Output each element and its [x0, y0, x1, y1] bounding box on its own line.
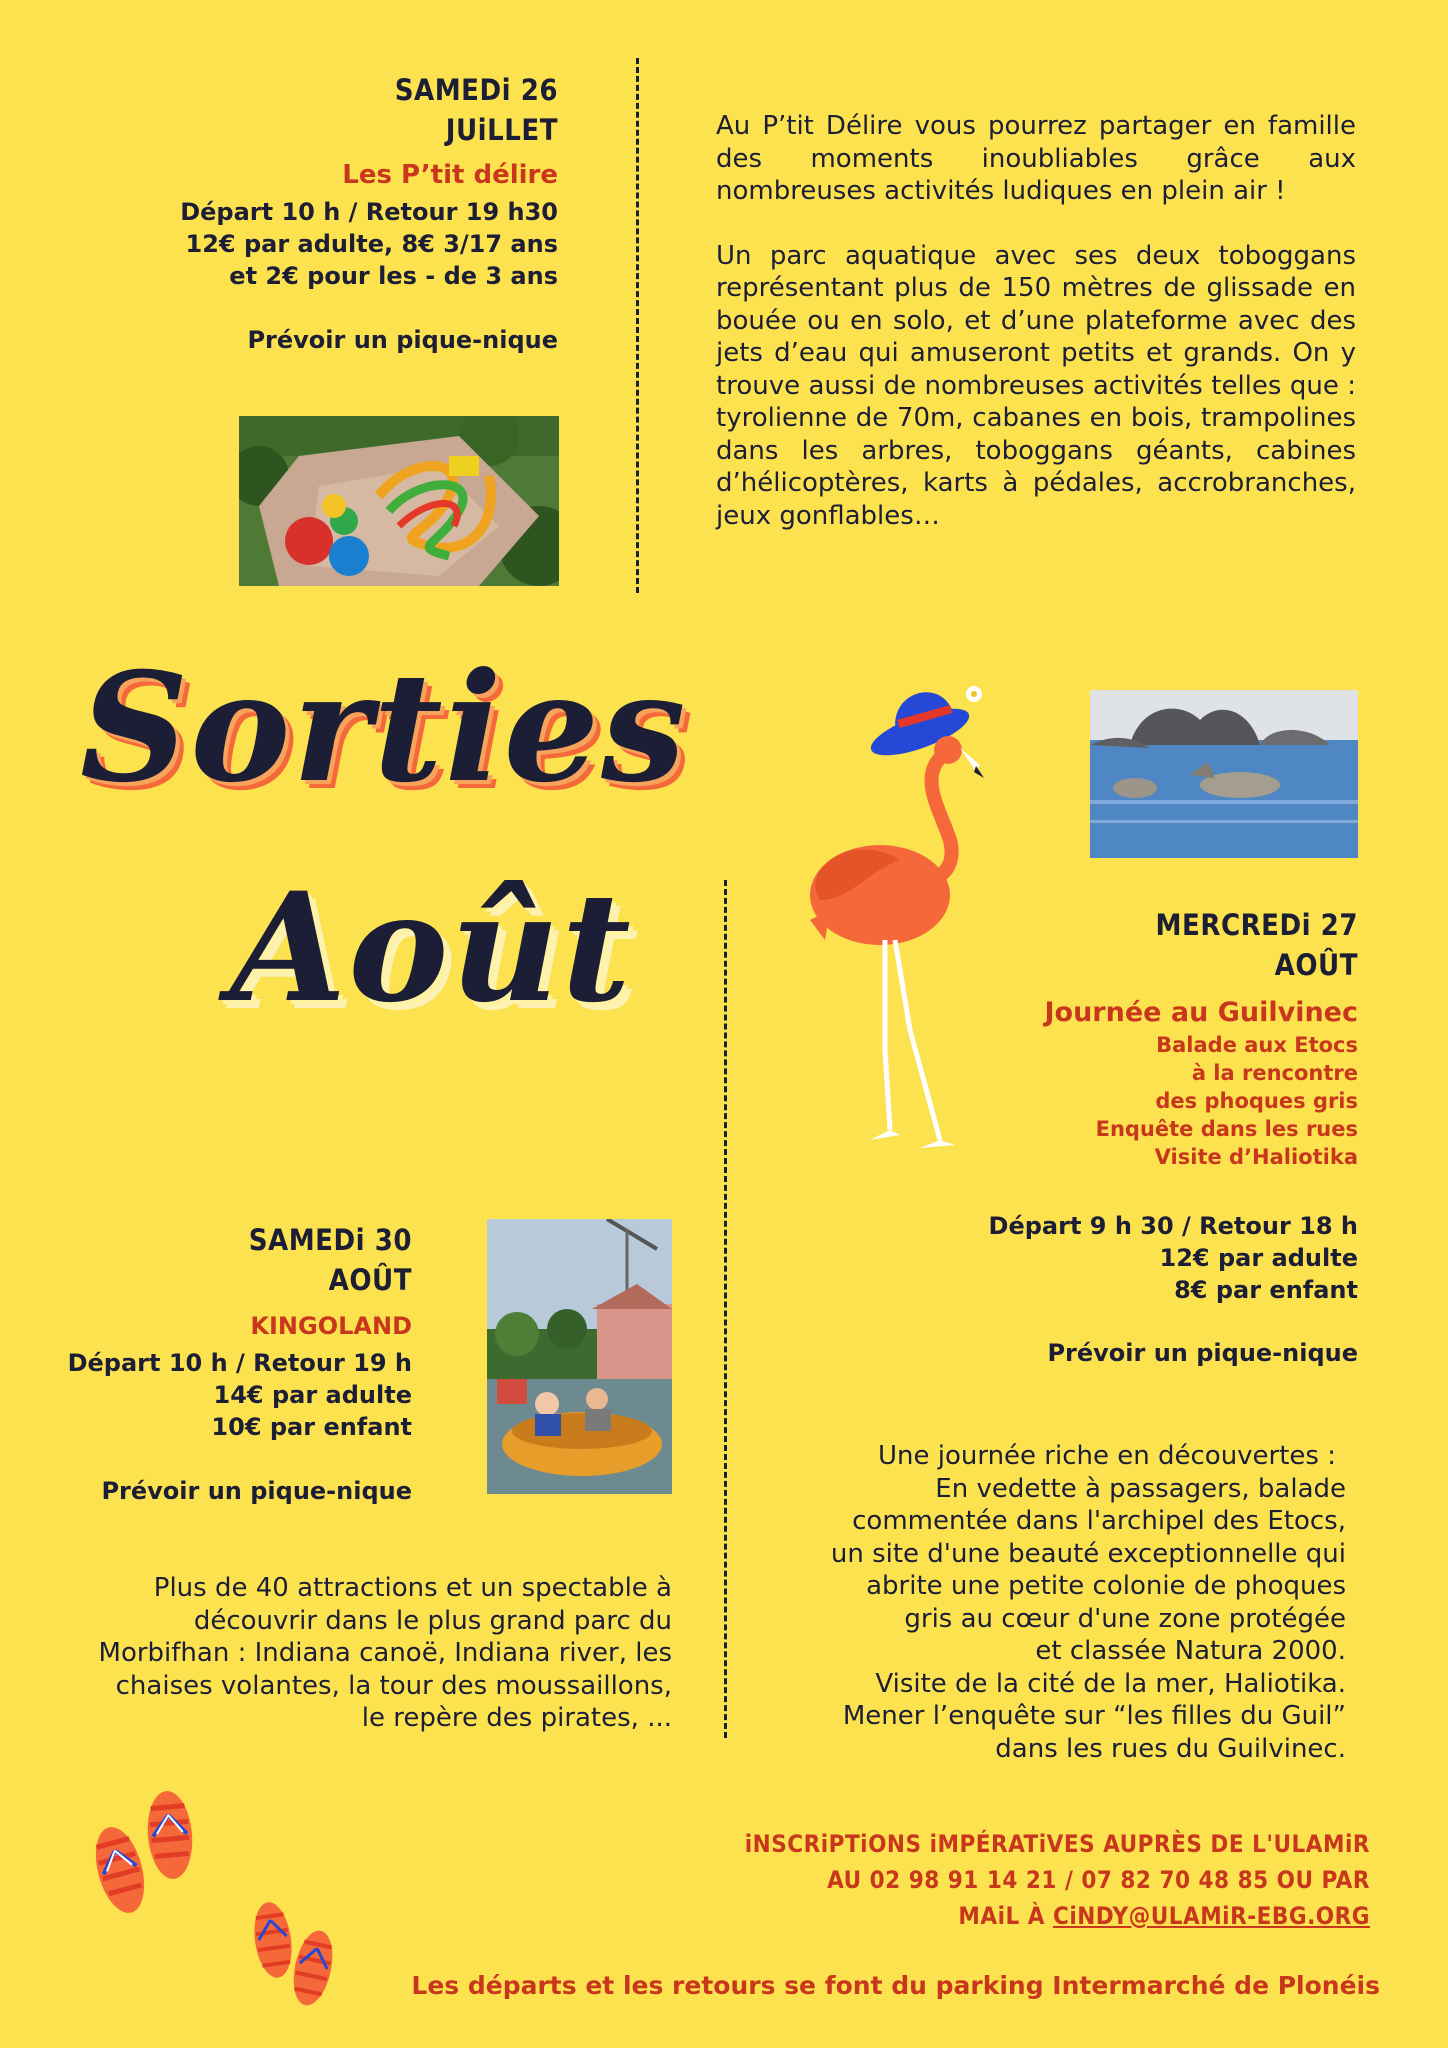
event1-description-p1: Au P’tit Délire vous pourrez partager en famille des moments inoubliables grâce aux nombreuses activités ludiques en plein air ! — [716, 111, 1356, 206]
event1-departure: Départ 10 h / Retour 19 h30 — [180, 198, 558, 226]
event2-program-item: à la rencontre — [1191, 1061, 1358, 1085]
event2-description-line: gris au cœur d'une zone protégée — [904, 1603, 1346, 1634]
divider-top — [636, 58, 639, 593]
event2-picnic: Prévoir un pique-nique — [1047, 1339, 1358, 1367]
event2-name: Journée au Guilvinec — [1044, 997, 1358, 1028]
title-line2: Août — [230, 860, 633, 1036]
event3-description-line: chaises volantes, la tour des moussaillons, — [115, 1670, 672, 1701]
event2-date — [1090, 905, 1358, 985]
event1-description-p2: Un parc aquatique avec ses deux toboggans représentant plus de 150 mètres de glissade en bouée ou en solo, et d’une plateforme avec des jets d’eau qui amuseront petits et grands. On y trouve aussi de nombreuses activités telles que : tyrolienne de 70m, cabanes en bois, trampolines dans les arbres, toboggans géants, cabines d’hélicoptères, karts à pédales, accrobranches, jeux gonflables… — [716, 240, 1356, 531]
event2-program-item: Visite d’Haliotika — [1154, 1145, 1358, 1169]
event1-name: Les P’tit délire — [342, 160, 558, 190]
event2-program-item: Enquête dans les rues — [1095, 1117, 1358, 1141]
footer-note: Les départs et les retours se font du parking Intermarché de Plonéis — [411, 1971, 1380, 2000]
event1-price-line2: et 2€ pour les - de 3 ans — [229, 262, 558, 290]
flip-flops-small-icon — [245, 1890, 345, 2015]
registration-info — [700, 1826, 1370, 1934]
event2-description-line: Visite de la cité de la mer, Haliotika. — [875, 1668, 1346, 1699]
event3-picnic: Prévoir un pique-nique — [101, 1477, 412, 1505]
aquapark-illustration — [239, 416, 559, 586]
event3-date — [200, 1220, 412, 1300]
event3-name: KINGOLAND — [250, 1312, 412, 1340]
seals-photo — [1090, 690, 1358, 858]
event2-date-day: MERCREDi 27 — [1155, 908, 1358, 942]
event2-description-line: et classée Natura 2000. — [1035, 1636, 1346, 1666]
event1-details — [150, 196, 558, 292]
event3-price-child: 10€ par enfant — [211, 1413, 412, 1441]
event3-description-line: le repère des pirates, ... — [361, 1703, 672, 1733]
event2-description-line: abrite une petite colonie de phoques — [866, 1571, 1346, 1601]
event1-picnic: Prévoir un pique-nique — [247, 326, 558, 354]
kingoland-photo — [487, 1219, 672, 1494]
event2-program — [958, 1031, 1358, 1171]
event3-description-line: Plus de 40 attractions et un spectable à — [153, 1573, 672, 1603]
event2-description-line: En vedette à passagers, balade — [935, 1473, 1346, 1504]
event3-description — [40, 1572, 672, 1735]
seals-illustration — [1090, 690, 1358, 858]
event2-program-item: Balade aux Etocs — [1156, 1033, 1358, 1057]
registration-mail-label: MAiL À — [958, 1902, 1053, 1930]
event2-price-adult: 12€ par adulte — [1159, 1244, 1358, 1272]
event3-date-month: AOÛT — [328, 1263, 412, 1297]
event1-date-month: JUiLLET — [445, 113, 558, 147]
event2-description — [780, 1440, 1346, 1765]
aquapark-photo — [239, 416, 559, 586]
event3-date-day: SAMEDi 30 — [248, 1223, 412, 1257]
event3-description-line: découvrir dans le plus grand parc du — [193, 1605, 672, 1636]
registration-line2: AU 02 98 91 14 21 / 07 82 70 48 85 OU PAR — [827, 1866, 1370, 1894]
event2-program-item: des phoques gris — [1155, 1089, 1358, 1113]
event2-price-child: 8€ par enfant — [1174, 1276, 1358, 1304]
event2-description-line: un site d'une beauté exceptionnelle qui — [830, 1538, 1346, 1569]
divider-middle — [724, 880, 727, 1738]
event3-departure: Départ 10 h / Retour 19 h — [67, 1349, 412, 1377]
event2-description-line: commentée dans l'archipel des Etocs, — [852, 1506, 1346, 1536]
event2-description-line: Mener l’enquête sur “les filles du Guil” — [842, 1701, 1346, 1731]
event3-details — [40, 1347, 412, 1443]
event3-price-adult: 14€ par adulte — [213, 1381, 412, 1409]
event2-departure: Départ 9 h 30 / Retour 18 h — [988, 1212, 1358, 1240]
title-line1: Sorties — [80, 640, 688, 816]
registration-line1: iNSCRiPTiONS iMPÉRATiVES AUPRÈS DE L'ULAMiR — [744, 1830, 1370, 1858]
event2-date-month: AOÛT — [1274, 948, 1358, 982]
event1-date — [300, 70, 558, 150]
registration-email-link[interactable]: CiNDY@ULAMiR-EBG.ORG — [1052, 1902, 1370, 1930]
event3-description-line: Morbifhan : Indiana canoë, Indiana river, les — [98, 1638, 672, 1668]
event1-price-line1: 12€ par adulte, 8€ 3/17 ans — [185, 230, 558, 258]
registration-line3 — [700, 1898, 1370, 1934]
kingoland-illustration — [487, 1219, 672, 1494]
event2-details — [958, 1210, 1358, 1306]
event2-description-line: dans les rues du Guilvinec. — [995, 1733, 1346, 1764]
event1-date-day: SAMEDi 26 — [394, 73, 558, 107]
event2-description-line: Une journée riche en découvertes : — [877, 1441, 1336, 1471]
flip-flops-icon — [85, 1780, 205, 1920]
event1-description — [716, 110, 1356, 532]
